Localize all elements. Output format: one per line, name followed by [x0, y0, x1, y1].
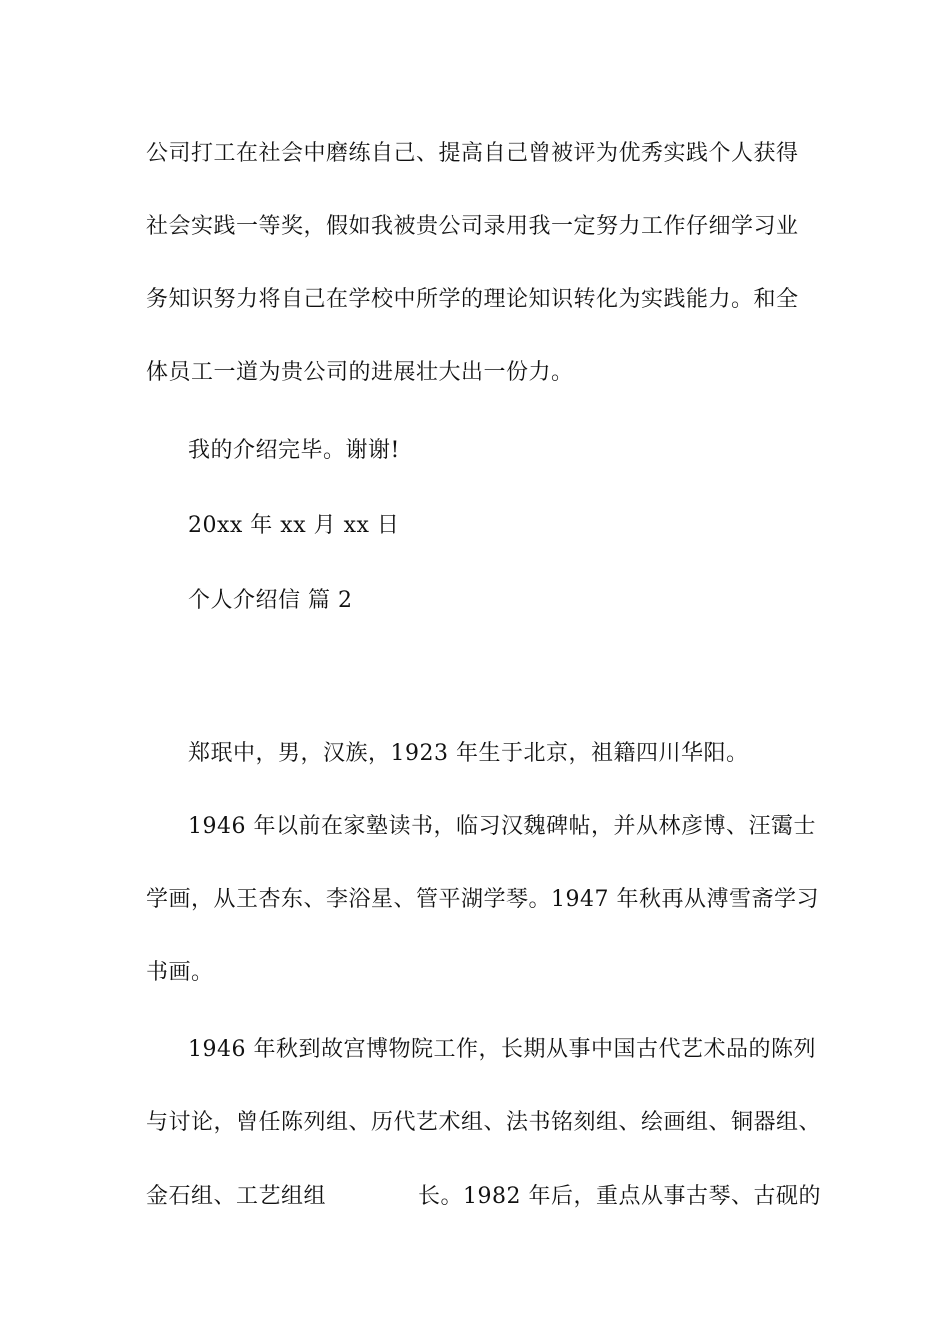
paragraph-4-line-3: [146, 1182, 821, 1212]
paragraph-4-line-3-left: 金石组、工艺组组: [146, 1184, 327, 1209]
paragraph-2: 郑珉中，男，汉族，1923 年生于北京，祖籍四川华阳。: [188, 741, 749, 766]
paragraph-1-line-3: 务知识努力将自己在学校中所学的理论知识转化为实践能力。和全: [146, 287, 799, 312]
paragraph-3-line-3: 书画。: [146, 960, 214, 985]
paragraph-4-line-1: 1946 年秋到故宫博物院工作，长期从事中国古代艺术品的陈列: [188, 1037, 816, 1062]
paragraph-1-line-4: 体员工一道为贵公司的进展壮大出一份力。: [146, 360, 574, 385]
section-title: 个人介绍信 篇 2: [188, 588, 353, 613]
date-line: 20xx 年 xx 月 xx 日: [188, 513, 400, 538]
paragraph-3-line-2: 学画，从王杏东、李浴星、管平湖学琴。1947 年秋再从溥雪斋学习: [146, 887, 819, 912]
paragraph-4-line-3-right: 长。1982 年后，重点从事古琴、古砚的: [418, 1184, 821, 1209]
paragraph-1-line-1: 公司打工在社会中磨练自己、提高自己曾被评为优秀实践个人获得: [146, 141, 799, 166]
closing-line: 我的介绍完毕。谢谢!: [188, 438, 400, 463]
paragraph-4-line-2: 与讨论，曾任陈列组、历代艺术组、法书铭刻组、绘画组、铜器组、: [146, 1110, 822, 1135]
paragraph-1-line-2: 社会实践一等奖，假如我被贵公司录用我一定努力工作仔细学习业: [146, 214, 799, 239]
paragraph-3-line-1: 1946 年以前在家塾读书，临习汉魏碑帖，并从林彦博、汪霭士: [188, 814, 816, 839]
